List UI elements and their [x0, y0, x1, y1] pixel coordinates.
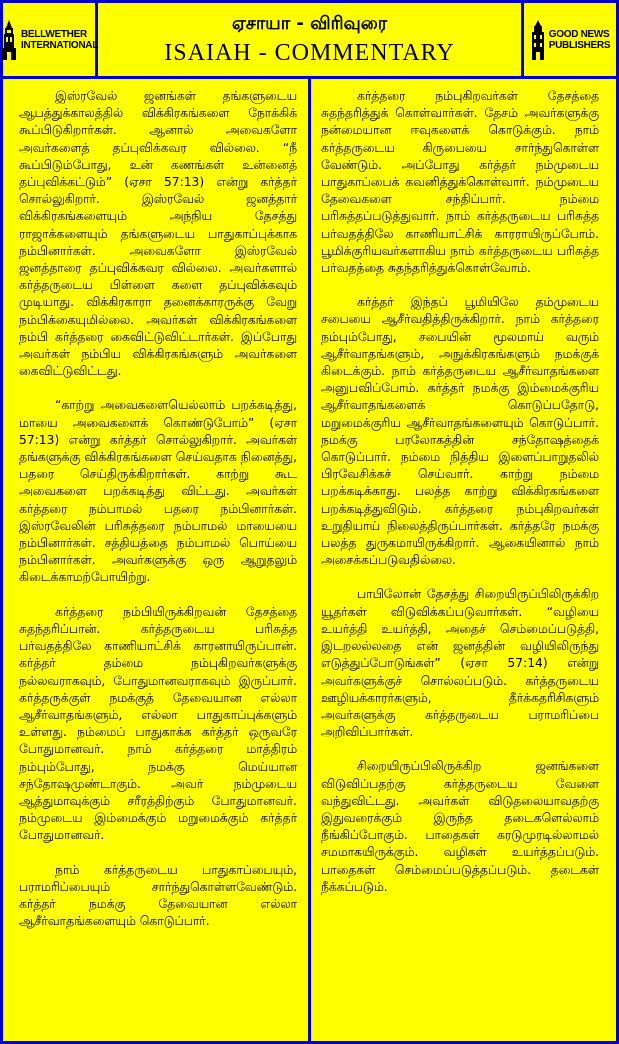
page-title-tamil: ஏசாயா - விரிவுரை	[231, 12, 388, 34]
paragraph: பாபிலோன் தேசத்து சிறையிருப்பிலிருக்கிற யூதர்கள் விடுவிக்கப்படுவார்கள். “வழியை உயர்த்தி உயர்த்தி, அதைச் செம்மைப்படுத்தி, இடறலல்லதை என் ஜனத்தின் வழியிலிருந்து எடுத்துப்போடுங்கள்” (ஏசா 57:14) என்று அவர்களுக்குச் சொல்லப்படும். கர்த்தருடைய ஊழியக்காரர்களும், தீர்க்கதரிசிகளும் அவர்களுக்கு கர்த்தருடைய பராமரிப்பை அறிவிப்பார்கள்.	[321, 587, 599, 740]
bellwether-logo	[3, 3, 98, 76]
paragraph: “காற்று அவைகளையெல்லாம் பறக்கடித்து, மாயை அவைகளைக் கொண்டுபோம்” (ஏசா 57:13) என்று கர்த்தர் சொல்லுகிறார். அவர்கள் தங்களுக்கு விக்கிரகங்களை செய்வதாக நினைத்து, பதரை செய்திருக்கிறார்கள். காற்று கூட அவைகளை பறக்கடித்து விட்டது. அவர்கள் கர்த்தரை நம்பாமல் பதரை நம்பினார்கள். இஸ்ரவேலின் பரிசுத்தரை நம்பாமல் மாயையை நம்பினார்கள். சத்தியத்தை நம்பாமல் பொய்யை நம்பினார்கள். அவர்களுக்கு ஒரு ஆறுதலும் கிடைக்காமற்போயிற்று.	[19, 398, 297, 585]
good-news-logo-line2: PUBLISHERS	[548, 39, 611, 51]
column-divider	[308, 79, 311, 1044]
good-news-logo-line1: GOOD NEWS	[548, 28, 610, 40]
bell-tower-icon	[0, 20, 18, 60]
paragraph: கர்த்தரை நம்பியிருக்கிறவன் தேசத்தை சுதந்தரிப்பான். கர்த்தருடைய பரிசுத்த பர்வதத்திலே காணியாட்சிக் காரனாயிருப்பான். கர்த்தர் தம்மை நம்புகிறவர்களுக்கு நல்லவராகவும், போதுமானவராகவும் இருப்பார். கர்த்தருக்குள் நமக்குத் தேவையான எல்லா ஆசீர்வாதங்களும், எல்லா பாதுகாப்புக்களும் உள்ளது. நம்மைப் பாதுகாக்க கர்த்தர் ஒருவரே போதுமானவர். நாம் கர்த்தரை மாத்திரம் நம்பும்போது, நமக்கு மெய்யான சந்தோஷமுண்டாகும். அவர் நம்முடைய ஆத்துமாவுக்கும் சரீரத்திற்கும் போதுமானவர். நம்முடைய இம்மைக்கும் மறுமைக்கும் கர்த்தர் போதுமானவர்.	[19, 604, 297, 843]
bellwether-logo-line2: INTERNATIONAL	[20, 39, 99, 51]
good-news-logo	[521, 3, 616, 76]
paragraph: கர்த்தர் இந்தப் பூமியிலே தம்முடைய சபையை ஆசீர்வதித்திருக்கிறார். நாம் கர்த்தரை நம்பும்போது, சபையின் மூலமாய் வரும் ஆசீர்வாதங்களும், அநுக்கிரகங்களும் நமக்குக் கிடைக்கும். நாம் கர்த்தருடைய ஆசீர்வாதங்களை அனுபவிப்போம். கர்த்தர் நமக்கு இம்மைக்குரிய ஆசீர்வாதங்களைக் கொடுப்பதோடு, மறுமைக்குரிய ஆசீர்வாதங்களையும் கொடுப்பார். நமக்கு பரலோகத்தின் சந்தோஷத்தைக் கொடுப்பார். நம்மை நித்திய இளைப்பாறுதலில் பிரவேசிக்கச் செய்வார். காற்று நம்மை பறக்கடிக்காது. பலத்த காற்று விக்கிரகங்களை பறக்கடித்துவிடும். கர்த்தரை நம்புகிறவர்கள் உறுதியாய் நிலைத்திருப்பார்கள். கர்த்தரே நமக்கு பலத்த துருகமாயிருக்கிறார். ஆகையினால் நாம் அசைக்கப்படுவதில்லை.	[321, 295, 599, 568]
paragraph: நாம் கர்த்தருடைய பாதுகாப்பையும், பராமரிப்பையும் சார்ந்துகொள்ளவேண்டும். கர்த்தர் நமக்கு தேவையான எல்லா ஆசீர்வாதங்களையும் கொடுப்பார்.	[19, 862, 297, 929]
paragraph: சிறையிருப்பிலிருக்கிற ஜனங்களை விடுவிப்பதற்கு கர்த்தருடைய வேளை வந்துவிட்டது. அவர்கள் விடுதலையாவதற்கு இதுவரைக்கும் இருந்த தடைகளெல்லாம் நீங்கிப்போகும். பாதைகள் கரடுமுரடில்லாமல் சமமாகயிருக்கும். வழிகள் உயர்த்தப்படும். பாதைகள் செம்மைப்படுத்தப்படும். தடைகள் நீக்கப்படும்.	[321, 759, 599, 894]
page-title-english: ISAIAH - COMMENTARY	[164, 39, 455, 66]
left-column	[19, 88, 297, 947]
paragraph: இஸ்ரவேல் ஜனங்கள் தங்களுடைய ஆபத்துக்காலத்தில் விக்கிரகங்களை நோக்கிக் கூப்பிடுகிறார்கள். ஆனால் அவைகளோ அவர்களைத் தப்புவிக்கவர வில்லை. “நீ கூப்பிடும்போது, உன் கணங்கள் உன்னைத் தப்புவிக்கட்டும்” (ஏசா 57:13) என்று கர்த்தர் சொல்லுகிறார். இஸ்ரவேல் ஜனத்தார் விக்கிரகங்களையும் அந்நிய தேசத்து ராஜாக்களையும் தங்களுடைய பாதுகாப்புக்காக நம்பினார்கள். அவைகளோ இஸ்ரவேல் ஜனத்தாரை தப்புவிக்கவர வில்லை. அவர்களால் கர்த்தருடைய பிள்ளை களை தப்புவிக்கவும் முடியாது. விக்கிரகாரா தனைக்காரருக்கு வேறு நம்பிக்கையுமில்லை. அவர்கள் விக்கிரகங்களை நம்பி கர்த்தரை கைவிட்டுவிட்டார்கள். இப்போது அவர்கள் நம்பிய விக்கிரகங்களும் அவர்களை கைவிட்டுவிட்டது.	[19, 89, 297, 379]
building-icon	[530, 20, 546, 60]
right-column	[321, 88, 599, 913]
page-header	[3, 3, 616, 76]
bellwether-logo-line1: BELLWETHER	[20, 28, 87, 40]
title-area	[98, 3, 521, 76]
paragraph: கர்த்தரை நம்புகிறவர்கள் தேசத்தை சுதந்தரித்துக் கொள்வார்கள். தேசம் அவர்களுக்கு நன்மையான ஈவுகளைக் கொடுக்கும். நாம் கர்த்தருடைய கிருபையை சார்ந்துகொள்ள வேண்டும். அப்போது கர்த்தர் நம்முடைய பாதுகாப்பைக் கவனித்துக்கொள்வார். நம்முடைய தேவைகளை சந்திப்பார். நம்மை பரிசுத்தப்படுத்துவார். நாம் கர்த்தருடைய பரிசுத்த பர்வதத்திலே காணியாட்சிக் காரராயிருப்போம். பூமிக்குரியவர்களாகிய நாம் கர்த்தருடைய பரிசுத்த பர்வதத்தை சுதந்தரித்துக்கொள்வோம்.	[321, 89, 599, 276]
